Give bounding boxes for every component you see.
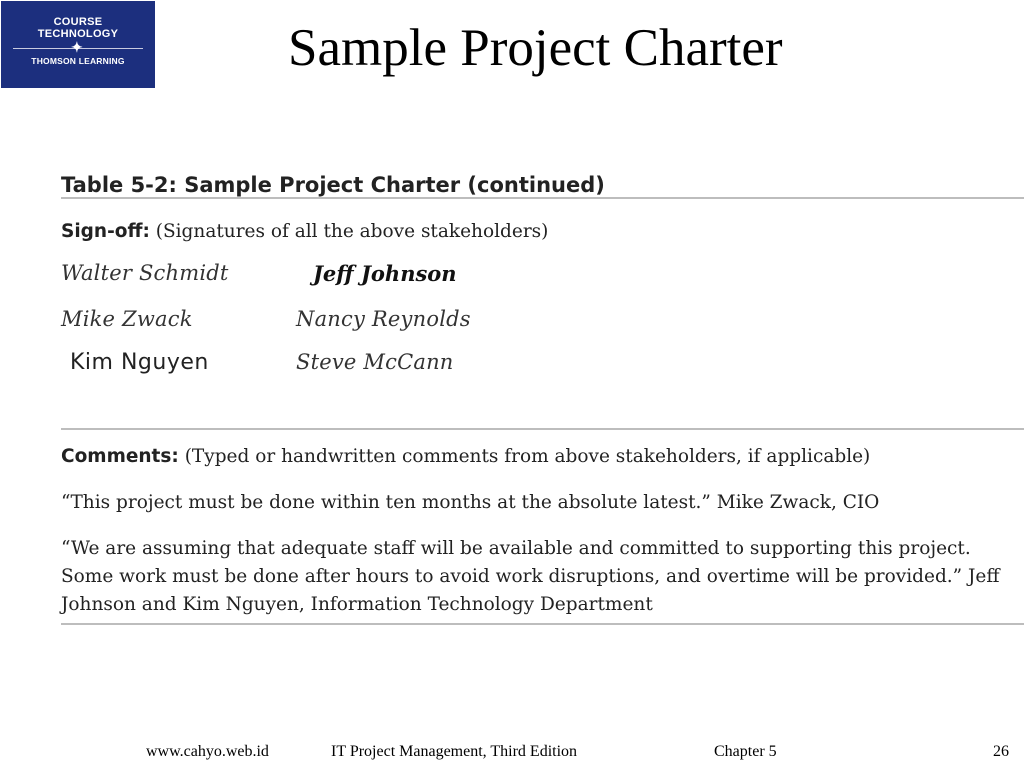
comments-label: Comments: — [61, 446, 179, 467]
signature-mike-zwack: Mike Zwack — [61, 307, 193, 331]
logo-star-icon: ✦ — [71, 39, 83, 55]
comments-line — [61, 443, 870, 471]
slide-title: Sample Project Charter — [288, 19, 783, 77]
comment-item: “This project must be done within ten months at the absolute latest.” Mike Zwack, CIO — [61, 492, 880, 513]
signature-jeff-johnson: Jeff Johnson — [313, 261, 457, 286]
comments-note: (Typed or handwritten comments from above stakeholders, if applicable) — [184, 446, 871, 467]
signature-walter-schmidt: Walter Schmidt — [61, 261, 229, 285]
signoff-divider — [61, 428, 1024, 430]
signoff-label: Sign-off: — [61, 221, 150, 242]
footer-website: www.cahyo.web.id — [146, 743, 269, 760]
caption-divider — [61, 197, 1024, 199]
signoff-note: (Signatures of all the above stakeholders) — [155, 221, 549, 242]
logo-line-technology: TECHNOLOGY — [37, 28, 119, 40]
logo-line-thomson: THOMSON LEARNING — [31, 56, 125, 66]
table-bottom-divider — [61, 623, 1024, 625]
signature-kim-nguyen: Kim Nguyen — [70, 350, 209, 375]
comment-item: “We are assuming that adequate staff will be available and committed to supporting this project. Some work must be done after hours to avoid work disruptions, and overtime will be provided.” Jeff Johnson and Kim Nguyen, Information Technology Department — [61, 538, 1000, 615]
signature-nancy-reynolds: Nancy Reynolds — [296, 307, 471, 331]
publisher-logo — [1, 1, 155, 88]
footer-chapter: Chapter 5 — [714, 743, 777, 760]
footer-book-title: IT Project Management, Third Edition — [331, 743, 578, 760]
signature-steve-mccann: Steve McCann — [296, 350, 454, 374]
signoff-line — [61, 218, 548, 246]
logo-line-course: COURSE — [53, 16, 103, 28]
footer-page-number: 26 — [993, 743, 1009, 760]
table-caption: Table 5-2: Sample Project Charter (continued) — [61, 173, 605, 197]
